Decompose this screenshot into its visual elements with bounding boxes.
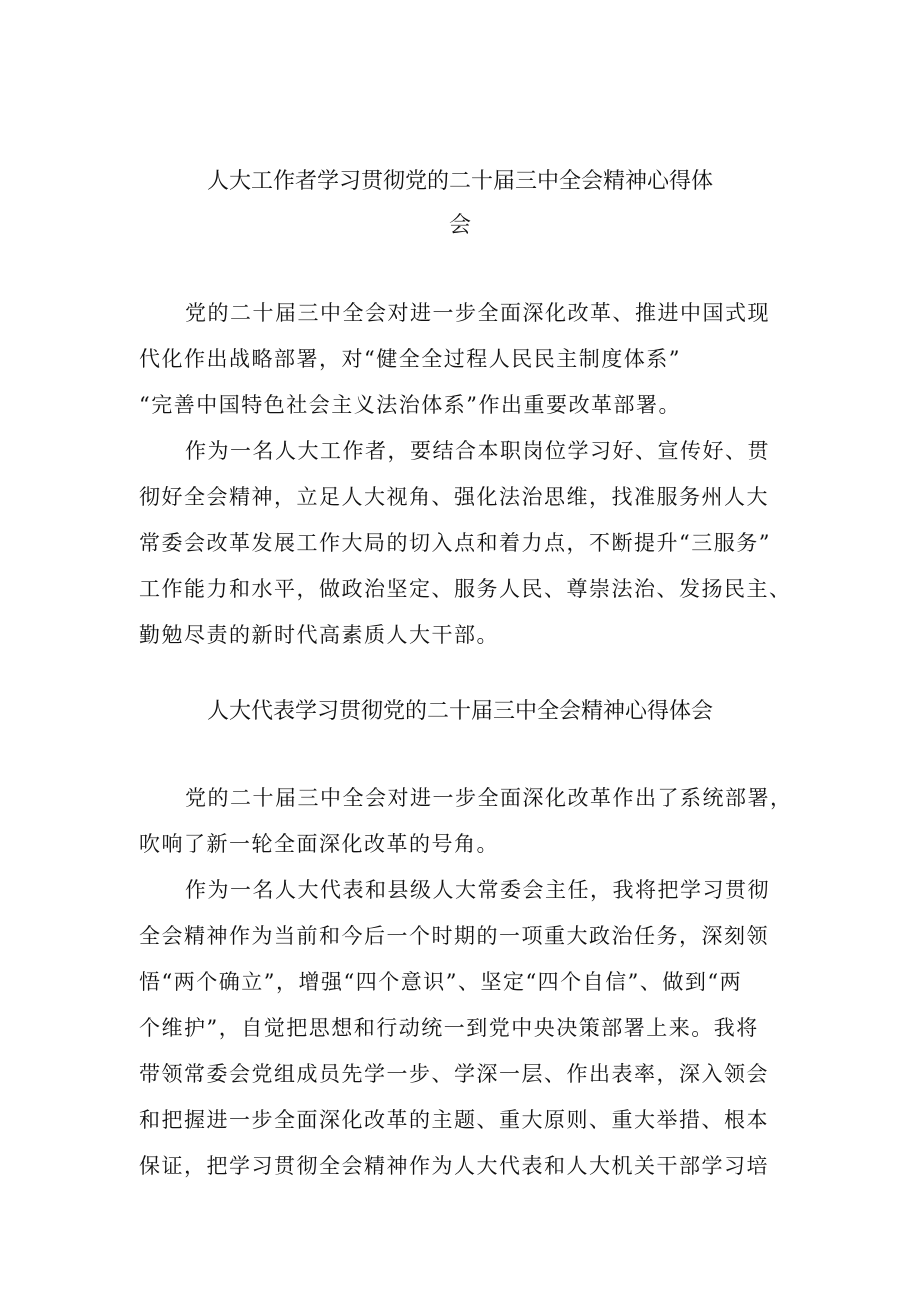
text-line: “完善中国特色社会主义法治体系”作出重要改革部署。 [139, 393, 681, 417]
text-line: 党的二十届三中全会对进一步全面深化改革、推进中国式现 [185, 301, 770, 325]
section1-paragraph-2 [139, 428, 799, 658]
text-line: 保证，把学习贯彻全会精神作为人大代表和人大机关干部学习培 [139, 1154, 769, 1178]
text-line: 吹响了新一轮全面深化改革的号角。 [139, 832, 499, 856]
section2-body [139, 775, 799, 1189]
text-line: 个维护”，自觉把思想和行动统一到党中央决策部署上来。我将 [139, 1016, 759, 1040]
text-line: 带领常委会党组成员先学一步、学深一层、作出表率，深入领会 [139, 1062, 769, 1086]
text-line: 和把握进一步全面深化改革的主题、重大原则、重大举措、根本 [139, 1108, 769, 1132]
text-line: 常委会改革发展工作大局的切入点和着力点，不断提升“三服务” [139, 531, 771, 555]
section1-title-line: 人大工作者学习贯彻党的二十届三中全会精神心得体 [206, 169, 713, 194]
text-line: 作为一名人大代表和县级人大常委会主任，我将把学习贯彻 [185, 878, 770, 902]
section2-paragraph-1 [139, 775, 799, 867]
text-line: 代化作出战略部署，对“健全全过程人民民主制度体系” [139, 347, 681, 371]
text-line: 工作能力和水平，做政治坚定、服务人民、尊崇法治、发扬民主、 [139, 577, 792, 601]
section2-title [0, 690, 920, 734]
section2-paragraph-2 [139, 867, 799, 1189]
text-line: 悟“两个确立”，增强“四个意识”、坚定“四个自信”、做到“两 [139, 970, 743, 994]
section1-title [0, 160, 920, 248]
section1-body [139, 290, 799, 658]
section1-paragraph-1 [139, 290, 799, 428]
text-line: 党的二十届三中全会对进一步全面深化改革作出了系统部署， [185, 786, 793, 810]
section2-title-line: 人大代表学习贯彻党的二十届三中全会精神心得体会 [206, 699, 713, 724]
text-line: 勤勉尽责的新时代高素质人大干部。 [139, 623, 499, 647]
text-line: 全会精神作为当前和今后一个时期的一项重大政治任务，深刻领 [139, 924, 769, 948]
section1-title-line: 会 [448, 213, 471, 238]
text-line: 作为一名人大工作者，要结合本职岗位学习好、宣传好、贯 [185, 439, 770, 463]
text-line: 彻好全会精神，立足人大视角、强化法治思维，找准服务州人大 [139, 485, 769, 509]
